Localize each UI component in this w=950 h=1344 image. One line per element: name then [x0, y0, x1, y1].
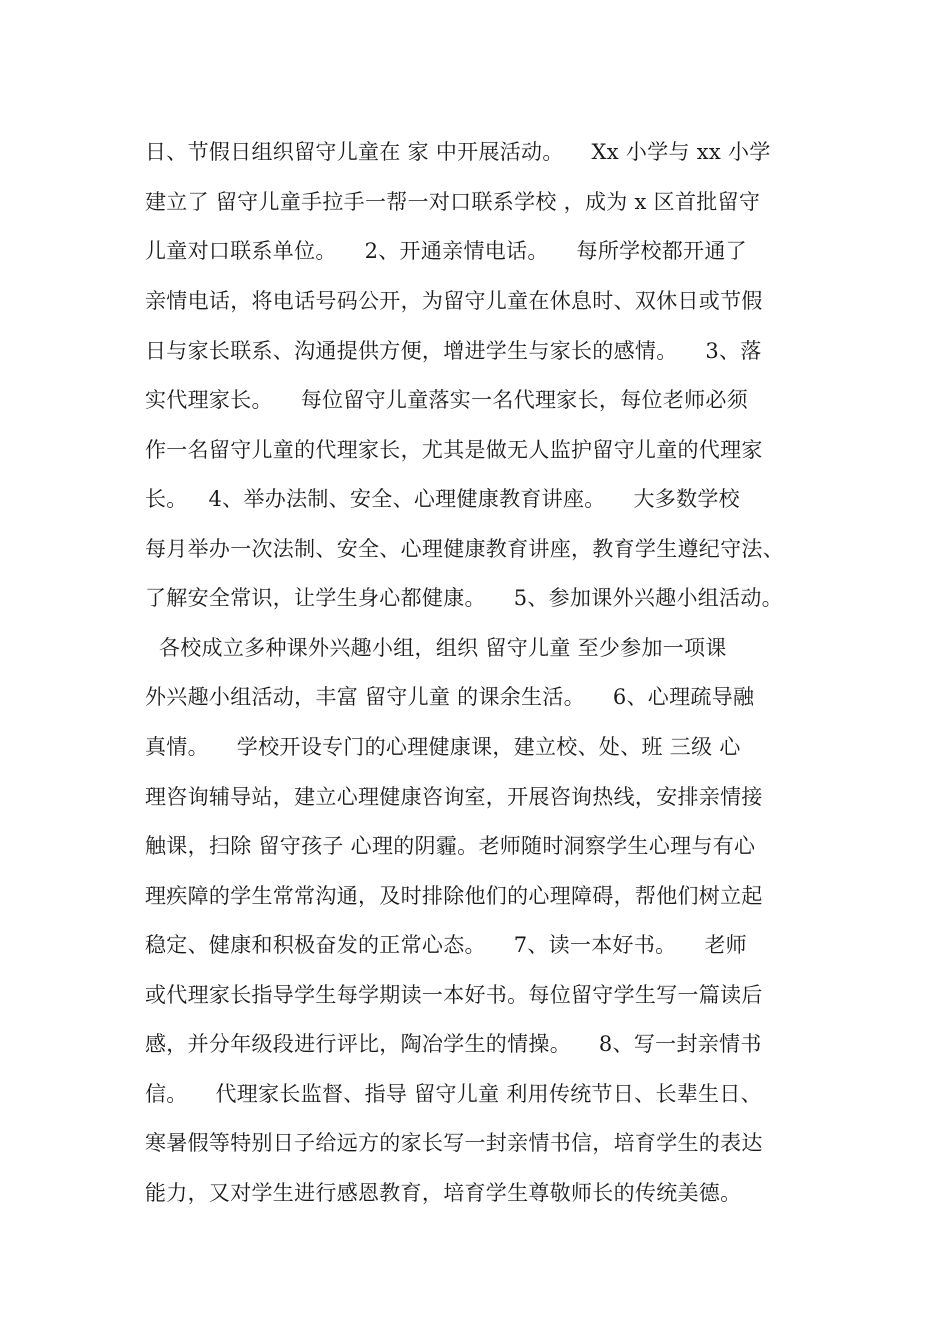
text-line: 理疾障的学生常常沟通，及时排除他们的心理障碍，帮他们树立起 [145, 884, 763, 908]
text-line: 触课，扫除 留守孩子 心理的阴霾。老师随时洞察学生心理与有心 [145, 834, 756, 858]
text-line: 日、节假日组织留守儿童在 家 中开展活动。 Xx 小学与 xx 小学 [145, 140, 771, 164]
text-line: 或代理家长指导学生每学期读一本好书。每位留守学生写一篇读后 [145, 983, 763, 1007]
text-line: 实代理家长。 每位留守儿童落实一名代理家长，每位老师必须 [145, 388, 748, 412]
text-line: 亲情电话，将电话号码公开，为留守儿童在休息时、双休日或节假 [145, 289, 763, 313]
text-line: 长。 4、举办法制、安全、心理健康教育讲座。 大多数学校 [145, 487, 740, 511]
text-line: 日与家长联系、沟通提供方便，增进学生与家长的感情。 3、落 [145, 339, 762, 363]
text-line: 理咨询辅导站，建立心理健康咨询室，开展咨询热线，安排亲情接 [145, 785, 763, 809]
text-line: 外兴趣小组活动，丰富 留守儿童 的课余生活。 6、心理疏导融 [145, 685, 755, 709]
text-line: 信。 代理家长监督、指导 留守儿童 利用传统节日、长辈生日、 [145, 1082, 762, 1106]
text-line: 感，并分年级段进行评比，陶冶学生的情操。 8、写一封亲情书 [145, 1032, 762, 1056]
text-line: 了解安全常识，让学生身心都健康。 5、参加课外兴趣小组活动。 [145, 586, 783, 610]
text-line: 每月举办一次法制、安全、心理健康教育讲座，教育学生遵纪守法、 [145, 537, 784, 561]
text-line: 能力，又对学生进行感恩教育，培育学生尊敬师长的传统美德。 [145, 1181, 742, 1205]
text-line: 稳定、健康和积极奋发的正常心态。 7、读一本好书。 老师 [145, 933, 747, 957]
text-line: 真情。 学校开设专门的心理健康课，建立校、处、班 三级 心 [145, 735, 741, 759]
text-line: 作一名留守儿童的代理家长，尤其是做无人监护留守儿童的代理家 [145, 438, 763, 462]
text-line: 各校成立多种课外兴趣小组，组织 留守儿童 至少参加一项课 [145, 636, 727, 660]
text-line: 建立了 留守儿童手拉手一帮一对口联系学校 ，成为 x 区首批留守 [145, 190, 761, 214]
text-line: 寒暑假等特别日子给远方的家长写一封亲情书信，培育学生的表达 [145, 1131, 763, 1155]
text-line: 儿童对口联系单位。 2、开通亲情电话。 每所学校都开通了 [145, 239, 747, 263]
